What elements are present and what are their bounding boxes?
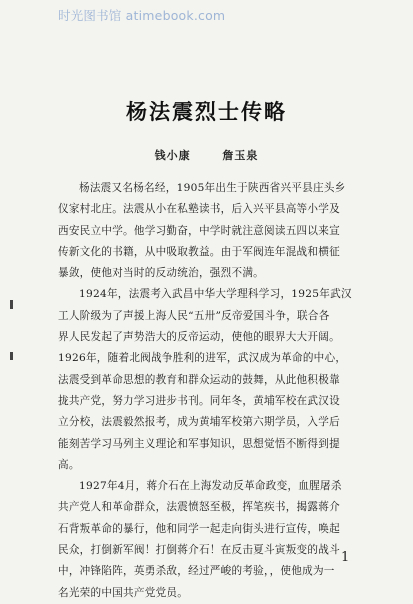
text-line: 传新文化的书籍，从中吸取教益。由于军阀连年混战和横征 [58, 245, 340, 258]
text-line: 西安民立中学。他学习勤奋，中学时就注意阅读五四以来宣 [58, 224, 340, 237]
text-line: 1924年，法震考入武昌中华大学理科学习，1925年武汉 [79, 288, 352, 301]
text-line: 共产党人和革命群众，法震愤怒至极，挥笔疾书，揭露蒋介 [58, 501, 340, 514]
text-line: 仪家村北庄。法震从小在私塾读书，后入兴平县高等小学及 [58, 203, 340, 216]
scan-edge-mark-top [10, 300, 13, 309]
text-line: 中，冲锋陷阵，英勇杀敌，经过严峻的考验，，使他成为一 [58, 565, 335, 578]
page-title: 杨法震烈士传略 [126, 100, 287, 124]
author-name: 钱小康 [154, 149, 191, 162]
watermark-text: 时光图书馆 atimebook.com [58, 8, 226, 23]
text-line: 拢共产党，努力学习进步书刊。同年冬，黄埔军校在武汉设 [58, 394, 340, 407]
authors-line [0, 147, 413, 163]
page-number: 1 [341, 550, 350, 565]
text-line: 民众，打倒新军阀！打倒蒋介石！在反击夏斗寅叛变的战斗 [58, 544, 340, 557]
text-line: 工人阶级为了声援上海人民“五卅”反帝爱国斗争，联合各 [58, 309, 330, 322]
text-line: 高。 [58, 458, 80, 471]
text-line: 杨法震又名杨名经，1905年出生于陕西省兴平县庄头乡 [79, 182, 346, 194]
scan-edge-mark-bottom [10, 352, 13, 360]
author-name: 詹玉泉 [222, 149, 259, 162]
body-text [58, 178, 354, 604]
text-line: 界人民发起了声势浩大的反帝运动，使他的眼界大大开阔。 [58, 331, 340, 344]
text-line: 暴敛，使他对当时的反动统治，强烈不满。 [58, 267, 265, 280]
text-line: 石背叛革命的暴行，他和同学一起走向街头进行宣传，唤起 [58, 522, 340, 535]
text-line: 法震受到革命思想的教育和群众运动的鼓舞，从此他积极靠 [58, 373, 340, 386]
text-line: 能刻苦学习马列主义理论和军事知识，思想觉悟不断得到提 [58, 437, 340, 450]
text-line: 立分校，法震毅然报考，成为黄埔军校第六期学员，入学后 [58, 416, 340, 429]
text-line: 1927年4月，蒋介石在上海发动反革命政变，血腥屠杀 [79, 480, 342, 493]
text-line: 1926年，随着北阀战争胜利的进军，武汉成为革命的中心， [58, 352, 347, 365]
text-line: 名光荣的中国共产党党员。 [58, 586, 189, 599]
